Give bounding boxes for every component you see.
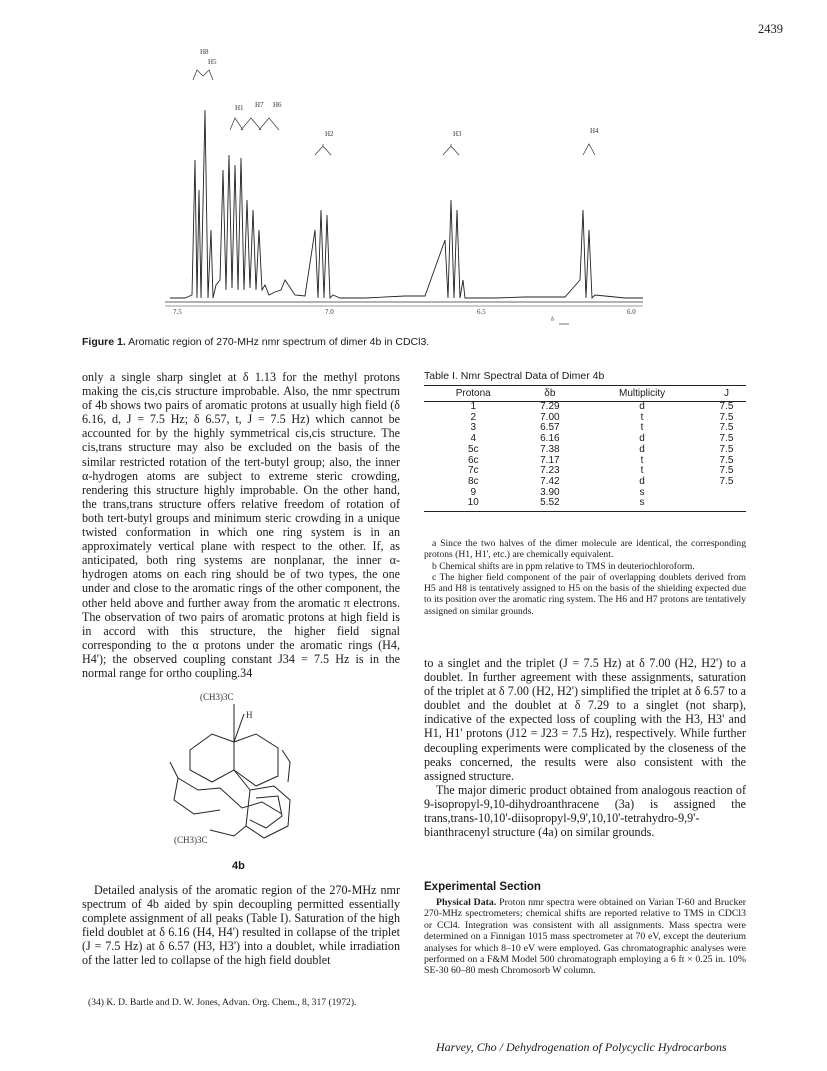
table-row: 4 6.16 d 7.5 <box>470 433 734 445</box>
peak-label-h2: H2 <box>325 130 334 138</box>
figure-caption-label: Figure 1. <box>82 336 126 348</box>
axis-tick-6.0: 6.0 <box>627 308 636 316</box>
label-h1-h7-h6 <box>230 101 282 130</box>
table-row: 1 7.29 d 7.5 <box>470 401 734 412</box>
column-header: J <box>707 386 746 402</box>
paragraph: The major dimeric product obtained from analogous reaction of 9-isopropyl-9,10-dihydroanthracene (3a) is assigned the trans,trans-10,10'-diisopropyl-9,9',10,10'-tetrahydro-9,9'-bianthracenyl structure (4a) on similar grounds. <box>424 782 746 840</box>
experimental-text <box>424 897 746 977</box>
tert-butyl-top-label: (CH3)3C <box>200 692 234 702</box>
footnote-b: b Chemical shifts are in ppm relative to TMS in deuteriochloroform. <box>432 560 695 572</box>
axis-tick-6.5: 6.5 <box>477 308 486 316</box>
nmr-spectrum-figure <box>165 40 665 340</box>
label-h3 <box>443 130 462 155</box>
table-row: 3 6.57 t 7.5 <box>470 422 734 434</box>
column-header: Protona <box>424 386 522 402</box>
structure-4b-drawing <box>150 690 350 860</box>
delta-arrow-label: δ <box>551 317 554 323</box>
label-h8-h5 <box>193 48 217 80</box>
column-header: Multiplicity <box>577 386 707 402</box>
peak-label-h6: H6 <box>273 101 282 109</box>
nmr-data-table <box>424 385 746 512</box>
table-row: 7c 7.23 t 7.5 <box>467 465 734 477</box>
label-h2 <box>315 130 334 155</box>
spectrum-trace <box>170 110 643 298</box>
column-header: δb <box>522 386 577 402</box>
left-column-text-2 <box>82 883 400 968</box>
table-row: 10 5.52 s <box>424 498 746 511</box>
hydrogen-label: H <box>246 710 253 720</box>
figure-caption-text: Aromatic region of 270-MHz nmr spectrum of dimer 4b in CDCl3. <box>128 336 430 348</box>
label-h4 <box>583 127 599 155</box>
left-column-text <box>82 370 400 680</box>
table-footnotes <box>424 538 746 617</box>
figure-caption <box>82 336 429 348</box>
paragraph: only a single sharp singlet at δ 1.13 for the methyl protons making the cis,cis structure improbable. Also, the nmr spectrum of 4b shows two pairs of aromatic protons at usually high field (δ 6.16, d, J = 7.5 Hz; δ 6.57, t, J = 7.5 Hz) which cannot be accounted for by the highly symmetrical cis,cis structure. The cis,trans structure may also be excluded on the basis of the similar restricted rotation of the tert-butyl group; also, the inner α-hydrogen atoms are subject to extreme steric crowding, rendering this structure highly improbable. On the other hand, the trans,trans structure offers relative freedom of rotation of both tert-butyl groups and minimum steric crowding in a unique twisted conformation in which one ring system is in an approximately vertical plane with respect to the other. If, as anticipated, both ring systems are nonplanar, the inner α-hydrogen atoms on each ring should be of two types, the one under and close to the aromatic rings of the other component, the other held above and further away from the aromatic π electrons. The observation of two pairs of aromatic protons at high field is in accord with this structure, the higher field signal corresponding to the α protons under the aromatic rings (H4, H4'); the observed coupling constant J34 = 7.5 Hz is in the normal range for ortho coupling.34 <box>82 370 400 680</box>
paragraph: to a singlet and the triplet (J = 7.5 Hz) at δ 7.00 (H2, H2') to a doublet. In further agreement with these assignments, saturation of the triplet at δ 7.00 (H2, H2') simplified the triplet at δ 6.57 to a doublet and the doublet at δ 7.29 to a singlet (not sharp), indicative of the expected loss of coupling with the H3, H3' and H1, H1' protons (J12 = J23 = 7.5 Hz), respectively. While further decoupling experiments were complicated by the closeness of the peaks concerned, the results were also consistent with the assigned structure. <box>424 656 746 783</box>
table-row: 5c 7.38 d 7.5 <box>467 443 734 455</box>
footnote-c: c The higher field component of the pair of overlapping doublets derived from H5 and H8 is tentatively assigned to H5 on the basis of the shielding expected due to its position over the aromatic ring system. The H6 and H7 protons are tentatively assigned on similar grounds. <box>424 571 746 617</box>
peak-label-h8: H8 <box>200 48 209 56</box>
peak-label-h3: H3 <box>453 130 462 138</box>
right-column-text <box>424 656 746 839</box>
axis-tick-7.5: 7.5 <box>173 308 182 316</box>
running-footer: Harvey, Cho / Dehydrogenation of Polycyclic Hydrocarbons <box>436 1040 727 1054</box>
reference-34: (34) K. D. Bartle and D. W. Jones, Advan. Org. Chem., 8, 317 (1972). <box>88 997 357 1008</box>
peak-label-h1: H1 <box>235 104 244 112</box>
table-row: 6c 7.17 t 7.5 <box>467 454 734 466</box>
peak-label-h7: H7 <box>255 101 264 109</box>
paragraph: Detailed analysis of the aromatic region of the 270-MHz nmr spectrum of 4b aided by spin decoupling permitted essentially complete assignment of all peaks (Table I). Saturation of the high field doublet at δ 6.16 (H4, H4') resulted in collapse of the triplet (J = 7.5 Hz) at δ 6.57 (H3, H3') into a doublet, while irradiation of the latter led to collapse of the high field doublet <box>82 883 400 968</box>
table-title: Table I. Nmr Spectral Data of Dimer 4b <box>424 370 605 382</box>
experimental-body: Proton nmr spectra were obtained on Varian T-60 and Brucker 270-MHz spectrometers; chemical shifts are reported relative to TMS in CDCl3 or CCl4. Integration was consistent with all assignments. Mass spectra were determined on a Finnigan 1015 mass spectrometer at 70 eV, except the deuterium analyses for which 8–10 eV were employed. Gas chromatographic analyses were performed on a F&M Model 500 chromatograph employing a 6 ft × 0.25 in. 10% SE-30 60–80 mesh Chromosorb W column. <box>424 897 746 977</box>
table-row: 2 7.00 t 7.5 <box>470 411 734 423</box>
experimental-heading: Experimental Section <box>424 881 541 893</box>
structure-label: 4b <box>232 860 245 872</box>
peak-label-h5: H5 <box>208 58 217 66</box>
table-row: 9 3.90 s <box>470 486 645 498</box>
peak-label-h4: H4 <box>590 127 599 135</box>
axis-tick-7.0: 7.0 <box>325 308 334 316</box>
page-number: 2439 <box>758 22 783 36</box>
table-row: 8c 7.42 d 7.5 <box>467 475 734 487</box>
footnote-a: a Since the two halves of the dimer molecule are identical, the corresponding protons (H1, H1', etc.) are chemically equivalent. <box>424 538 746 561</box>
table-header-row <box>424 386 746 402</box>
tert-butyl-bottom-label: (CH3)3C <box>174 835 208 845</box>
experimental-subhead: Physical Data. <box>436 897 497 908</box>
